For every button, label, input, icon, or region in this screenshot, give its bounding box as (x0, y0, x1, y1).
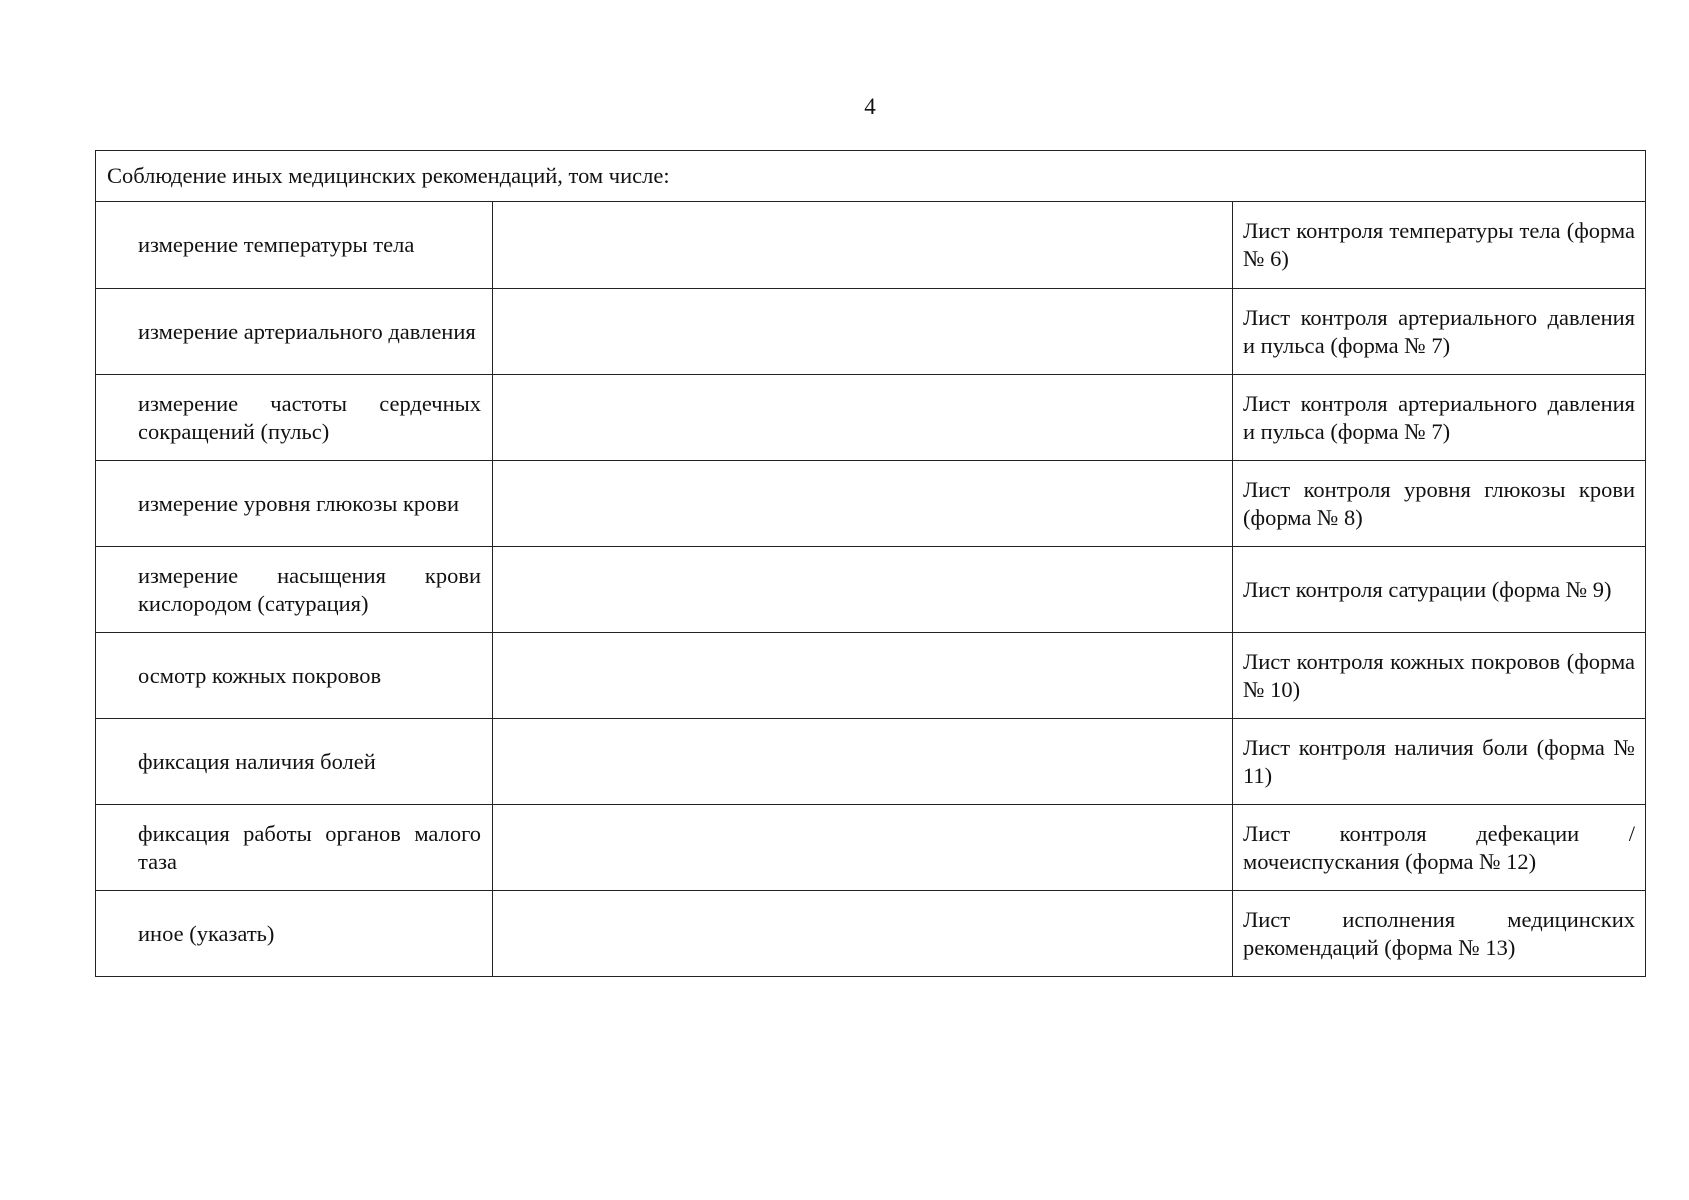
row-label: измерение насыщения крови кислородом (сатурация) (96, 547, 493, 633)
table-row (96, 461, 1646, 547)
table-row (96, 202, 1646, 289)
entry-cell[interactable] (493, 719, 1233, 805)
entry-cell[interactable] (493, 202, 1233, 289)
page-number: 4 (864, 94, 876, 119)
row-label: измерение частоты сердечных сокращений (пульс) (96, 375, 493, 461)
table-row (96, 633, 1646, 719)
table-row (96, 375, 1646, 461)
row-reference: Лист исполнения медицинских рекомендаций (форма № 13) (1233, 891, 1646, 977)
table-row (96, 805, 1646, 891)
row-reference: Лист контроля температуры тела (форма № 6) (1233, 202, 1646, 289)
table-header-row (96, 151, 1646, 202)
table-row (96, 719, 1646, 805)
row-label: осмотр кожных покровов (96, 633, 493, 719)
entry-cell[interactable] (493, 375, 1233, 461)
row-label: фиксация работы органов малого таза (96, 805, 493, 891)
row-label: измерение уровня глюкозы крови (96, 461, 493, 547)
entry-cell[interactable] (493, 461, 1233, 547)
table-row (96, 547, 1646, 633)
entry-cell[interactable] (493, 805, 1233, 891)
row-label: измерение температуры тела (96, 202, 493, 289)
row-reference: Лист контроля сатурации (форма № 9) (1233, 547, 1646, 633)
entry-cell[interactable] (493, 891, 1233, 977)
table-row (96, 891, 1646, 977)
entry-cell[interactable] (493, 547, 1233, 633)
row-reference: Лист контроля дефекации /мочеиспускания (форма № 12) (1233, 805, 1646, 891)
row-label: иное (указать) (96, 891, 493, 977)
row-reference: Лист контроля кожных покровов (форма № 10) (1233, 633, 1646, 719)
entry-cell[interactable] (493, 633, 1233, 719)
row-label: фиксация наличия болей (96, 719, 493, 805)
row-reference: Лист контроля уровня глюкозы крови (форма № 8) (1233, 461, 1646, 547)
table-header: Соблюдение иных медицинских рекомендаций, том числе: (96, 151, 1646, 202)
entry-cell[interactable] (493, 289, 1233, 375)
row-label: измерение артериального давления (96, 289, 493, 375)
row-reference: Лист контроля артериального давления и пульса (форма № 7) (1233, 289, 1646, 375)
table-row (96, 289, 1646, 375)
row-reference: Лист контроля наличия боли (форма № 11) (1233, 719, 1646, 805)
recommendations-table (95, 150, 1646, 977)
row-reference: Лист контроля артериального давления и пульса (форма № 7) (1233, 375, 1646, 461)
